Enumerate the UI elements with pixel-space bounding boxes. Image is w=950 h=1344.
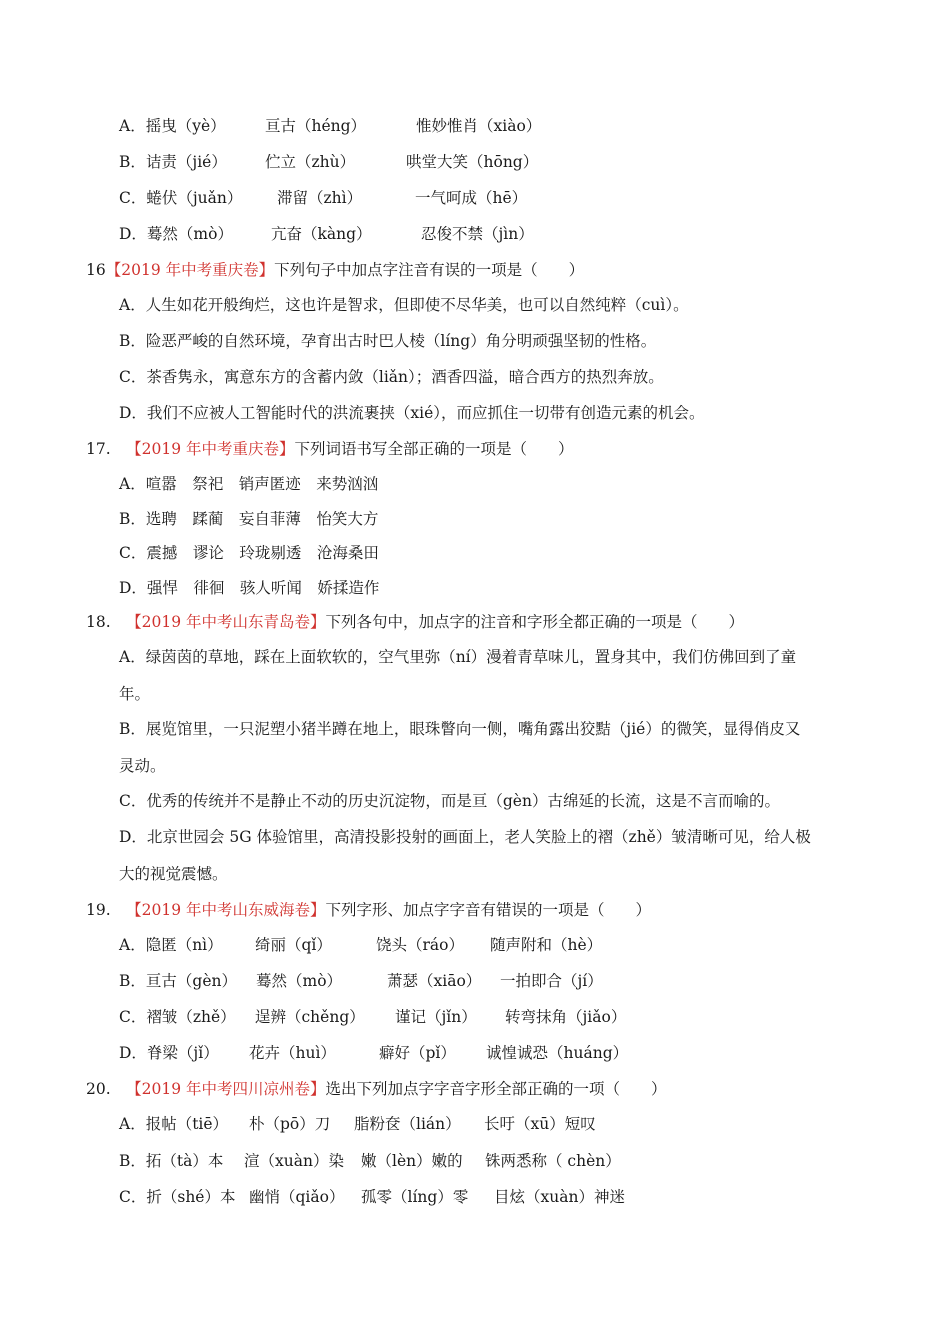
q16-option-d: D．我们不应被人工智能时代的洪流裹挟（xié），而应抓住一切带有创造元素的机会。 [119, 404, 705, 422]
q17-source: 【2019 年中考重庆卷】 [126, 440, 295, 458]
q18-option-d: D．北京世园会 5G 体验馆里，高清投影投射的画面上，老人笑脸上的褶（zhě）皱清晰可见，给人极 [119, 828, 811, 846]
q18-option-c: C．优秀的传统并不是静止不动的历史沉淀物，而是亘（gèn）古绵延的长流，这是不言而喻的。 [119, 792, 780, 810]
q17-option-a: A．喧嚣 祭祀 销声匿迹 来势汹汹 [119, 475, 379, 493]
q17-stem [86, 439, 574, 459]
q20-source: 【2019 年中考四川凉州卷】 [126, 1080, 326, 1098]
q18-stem-text: 下列各句中，加点字的注音和字形全都正确的一项是（ ） [325, 613, 745, 631]
q16-source: 【2019 年中考重庆卷】 [105, 261, 275, 279]
q19-stem-text: 下列字形、加点字字音有错误的一项是（ ） [325, 901, 652, 919]
q19-number: 19. [86, 901, 111, 919]
q17-number: 17. [86, 440, 111, 458]
q18-stem [86, 612, 744, 632]
q18-number: 18. [86, 613, 111, 631]
q16-stem [86, 260, 584, 280]
q18-option-d-cont: 大的视觉震憾。 [119, 865, 228, 883]
q17-option-b: B．选聘 蹂蔺 妄自菲薄 怡笑大方 [119, 510, 379, 528]
q18-option-b-cont: 灵动。 [119, 757, 166, 775]
q18-source: 【2019 年中考山东青岛卷】 [126, 613, 326, 631]
q20-number: 20. [86, 1080, 111, 1098]
q19-source: 【2019 年中考山东威海卷】 [126, 901, 326, 919]
q16-option-b: B．险恶严峻的自然环境，孕育出古时巴人棱（líng）角分明顽强坚韧的性格。 [119, 332, 657, 350]
q18-option-b: B．展览馆里，一只泥塑小猪半蹲在地上，眼珠瞥向一侧，嘴角露出狡黠（jié）的微笑，显得俏皮又 [119, 720, 801, 738]
q19-stem [86, 900, 651, 920]
q18-option-a-cont: 年。 [119, 685, 151, 703]
q16-number: 16 [86, 261, 106, 279]
q17-option-d: D．强悍 徘徊 骇人听闻 娇揉造作 [119, 579, 380, 597]
q16-option-a: A．人生如花开般绚烂，这也许是智求，但即使不尽华美，也可以自然纯粹（cuì）。 [119, 296, 689, 314]
q20-stem [86, 1079, 667, 1099]
q18-option-a: A．绿茵茵的草地，踩在上面软软的，空气里弥（ní）漫着青草味儿，置身其中，我们仿佛回到了童 [119, 648, 797, 666]
q20-stem-text: 选出下列加点字字音字形全部正确的一项（ ） [325, 1080, 667, 1098]
document-page: A．摇曳（yè） 亘古（héng） 惟妙惟肖（xiào） B．诘责（jié） 伫立（zhù） 哄堂大笑（hōng） C．蜷伏（juǎn） 滞留（zhì） 一气呵成（hē） D．蓦然（mò） 亢奋（kàng） 忍俊不禁（jìn） 16【2019 年中考重庆卷】下列句子中加点字注音有误的一项是（ ） A．人生如花开般绚烂，这也许是智求，但即使不尽华美，也可以自然纯粹（cuì）。 B．险恶严峻的自然环境，孕育出古时巴人棱（líng）角分明顽强坚韧的性格。 C．茶香隽永，寓意东方的含蓄内敛（liǎn）；酒香四溢，暗合西方的热烈奔放。 D．我们不应被人工智能时代的洪流裹挟（xié），而应抓住一切带有创造元素的机会。 17. 【2019 年中考重庆卷】下列词语书写全部正确的一项是（ ） A．喧嚣 祭祀 销声匿迹 来势汹汹 B．选聘 蹂蔺 妄自菲薄 怡笑大方 C．震撼 谬论 玲珑剔透 沧海桑田 D．强悍 徘徊 骇人听闻 娇揉造作 18. 【2019 年中考山东青岛卷】下列各句中，加点字的注音和字形全都正确的一项是（ ） A．绿茵茵的草地，踩在上面软软的，空气里弥（ní）漫着青草味儿，置身其中，我们仿佛回到了童 年。 B．展览馆里，一只泥塑小猪半蹲在地上，眼珠瞥向一侧，嘴角露出狡黠（jié）的微笑，显得俏皮又 灵动。 C．优秀的传统并不是静止不动的历史沉淀物，而是亘（gèn）古绵延的长流，这是不言而喻的。 D．北京世园会 5G 体验馆里，高清投影投射的画面上，老人笑脸上的褶（zhě）皱清晰可见，给人极 大的视觉震憾。 19. 【2019 年中考山东威海卷】下列字形、加点字字音有错误的一项是（ ） A．隐匿（nì） 绮丽（qǐ） 饶头（ráo） 随声附和（hè） B．亘古（gèn） 蓦然（mò） 萧瑟（xiāo） 一拍即合（jí） C．褶皱（zhě） 逞辨（chěng） 谨记（jǐn） 转弯抹角（jiǎo） D．脊梁（jǐ） 花卉（huì） 癖好（pǐ） 诚惶诚恐（huáng） 20. 【2019 年中考四川凉州卷】选出下列加点字字音字形全部正确的一项（ ） A．报帖（tiē） 朴（pō）刀 脂粉奁（lián） 长吁（xū）短叹 B．拓（tà）本 渲（xuàn）染 嫩（lèn）嫩的 铢两悉称（ chèn） C．折（shé）本 幽悄（qiǎo） 孤零（líng）零 目炫（xuàn）神迷 [86, 117, 811, 1206]
q16-stem-text: 下列句子中加点字注音有误的一项是（ ） [274, 261, 585, 279]
q17-option-c: C．震撼 谬论 玲珑剔透 沧海桑田 [119, 544, 379, 562]
q16-option-c: C．茶香隽永，寓意东方的含蓄内敛（liǎn）；酒香四溢，暗合西方的热烈奔放。 [119, 368, 664, 386]
q17-stem-text: 下列词语书写全部正确的一项是（ ） [294, 440, 574, 458]
